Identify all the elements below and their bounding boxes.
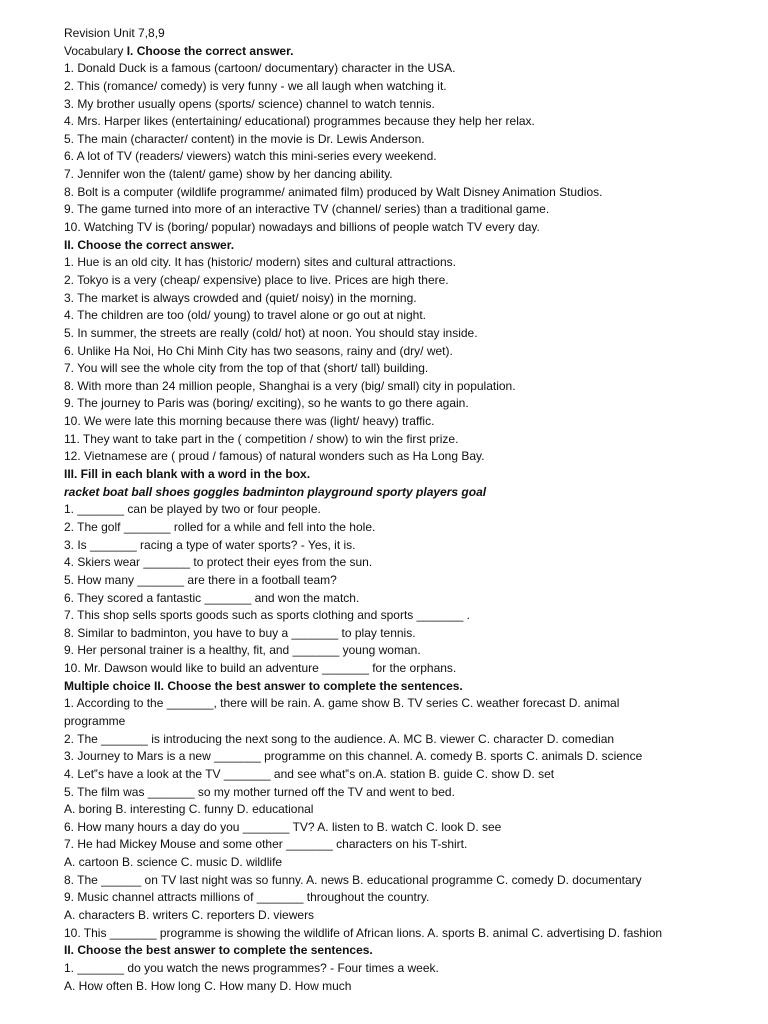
section-1-list	[64, 60, 754, 236]
section-3-list	[64, 501, 754, 677]
question-line: 8. The ______ on TV last night was so funny. A. news B. educational programme C. comedy D. documentary	[64, 872, 642, 887]
question-line: 5. The film was _______ so my mother turned off the TV and went to bed.	[64, 784, 455, 799]
question-item: 2. Tokyo is a very (cheap/ expensive) place to live. Prices are high there.	[64, 272, 449, 287]
question-item: 7. You will see the whole city from the top of that (short/ tall) building.	[64, 361, 429, 376]
question-item: 1. Donald Duck is a famous (cartoon/ documentary) character in the USA.	[64, 61, 456, 76]
question-item: 9. The game turned into more of an interactive TV (channel/ series) than a traditional game.	[64, 202, 550, 217]
question-item: 1. Hue is an old city. It has (historic/ modern) sites and cultural attractions.	[64, 255, 456, 270]
section-2-heading: II. Choose the correct answer.	[64, 237, 235, 252]
question-line: 1. _______ do you watch the news programmes? - Four times a week.	[64, 960, 439, 975]
question-line: 7. He had Mickey Mouse and some other _______ characters on his T-shirt.	[64, 837, 468, 852]
multiple-choice-heading: Multiple choice II. Choose the best answer to complete the sentences.	[64, 678, 463, 693]
question-line: 4. Let‟s have a look at the TV _______ and see what‟s on.A. station B. guide C. show D. set	[64, 766, 555, 781]
question-line: 3. Journey to Mars is a new _______ programme on this channel. A. comedy B. sports C. animals D. science	[64, 749, 643, 764]
question-item: 3. Is _______ racing a type of water sports? - Yes, it is.	[64, 537, 356, 552]
question-line: programme	[64, 713, 126, 728]
question-item: 3. The market is always crowded and (quiet/ noisy) in the morning.	[64, 290, 417, 305]
question-item: 12. Vietnamese are ( proud / famous) of natural wonders such as Ha Long Bay.	[64, 449, 485, 464]
question-item: 10. We were late this morning because there was (light/ heavy) traffic.	[64, 414, 435, 429]
question-line: A. How often B. How long C. How many D. How much	[64, 978, 352, 993]
question-item: 8. Similar to badminton, you have to buy a _______ to play tennis.	[64, 625, 416, 640]
question-item: 10. Mr. Dawson would like to build an adventure _______ for the orphans.	[64, 661, 457, 676]
vocabulary-label: Vocabulary	[64, 43, 127, 58]
worksheet	[64, 25, 754, 995]
question-item: 9. Her personal trainer is a healthy, fit, and _______ young woman.	[64, 643, 421, 658]
word-box: racket boat ball shoes goggles badminton playground sporty players goal	[64, 484, 487, 499]
section-2-list	[64, 254, 754, 466]
question-line: 2. The _______ is introducing the next song to the audience. A. MC B. viewer C. character D. comedian	[64, 731, 615, 746]
question-line: 1. According to the _______, there will be rain. A. game show B. TV series C. weather forecast D. animal	[64, 696, 620, 711]
question-item: 9. The journey to Paris was (boring/ exciting), so he wants to go there again.	[64, 396, 469, 411]
section-1-heading: I. Choose the correct answer.	[126, 43, 294, 58]
question-item: 6. They scored a fantastic _______ and won the match.	[64, 590, 360, 605]
question-item: 4. Skiers wear _______ to protect their eyes from the sun.	[64, 555, 373, 570]
question-line: 6. How many hours a day do you _______ TV? A. listen to B. watch C. look D. see	[64, 819, 502, 834]
document-title: Revision Unit 7,8,9	[64, 26, 165, 40]
vocabulary-section-header	[64, 43, 754, 61]
question-item: 7. Jennifer won the (talent/ game) show by her dancing ability.	[64, 167, 393, 182]
question-item: 5. The main (character/ content) in the movie is Dr. Lewis Anderson.	[64, 131, 425, 146]
question-item: 11. They want to take part in the ( competition / show) to win the first prize.	[64, 431, 459, 446]
question-line: A. boring B. interesting C. funny D. educational	[64, 802, 314, 817]
question-item: 6. Unlike Ha Noi, Ho Chi Minh City has two seasons, rainy and (dry/ wet).	[64, 343, 453, 358]
question-item: 5. In summer, the streets are really (cold/ hot) at noon. You should stay inside.	[64, 325, 478, 340]
question-item: 8. With more than 24 million people, Shanghai is a very (big/ small) city in population.	[64, 378, 516, 393]
best-answer-list	[64, 960, 754, 995]
question-item: 7. This shop sells sports goods such as sports clothing and sports _______ .	[64, 608, 471, 623]
question-item: 3. My brother usually opens (sports/ science) channel to watch tennis.	[64, 96, 435, 111]
question-line: 10. This _______ programme is showing the wildlife of African lions. A. sports B. animal C. advertising D. fashion	[64, 925, 663, 940]
question-item: 4. The children are too (old/ young) to travel alone or go out at night.	[64, 308, 427, 323]
question-item: 4. Mrs. Harper likes (entertaining/ educational) programmes because they help her relax.	[64, 114, 535, 129]
question-item: 5. How many _______ are there in a football team?	[64, 572, 337, 587]
question-item: 2. This (romance/ comedy) is very funny - we all laugh when watching it.	[64, 78, 447, 93]
question-line: A. cartoon B. science C. music D. wildlife	[64, 855, 283, 870]
question-item: 10. Watching TV is (boring/ popular) nowadays and billions of people watch TV every day.	[64, 220, 540, 235]
question-item: 2. The golf _______ rolled for a while and fell into the hole.	[64, 519, 376, 534]
question-item: 1. _______ can be played by two or four people.	[64, 502, 321, 517]
question-line: A. characters B. writers C. reporters D. viewers	[64, 908, 315, 923]
question-item: 6. A lot of TV (readers/ viewers) watch this mini-series every weekend.	[64, 149, 437, 164]
best-answer-heading: II. Choose the best answer to complete the sentences.	[64, 943, 373, 958]
section-3-heading: III. Fill in each blank with a word in the box.	[64, 467, 311, 482]
question-line: 9. Music channel attracts millions of _______ throughout the country.	[64, 890, 430, 905]
question-item: 8. Bolt is a computer (wildlife programme/ animated film) produced by Walt Disney Animation Studios.	[64, 184, 603, 199]
multiple-choice-list	[64, 695, 754, 942]
